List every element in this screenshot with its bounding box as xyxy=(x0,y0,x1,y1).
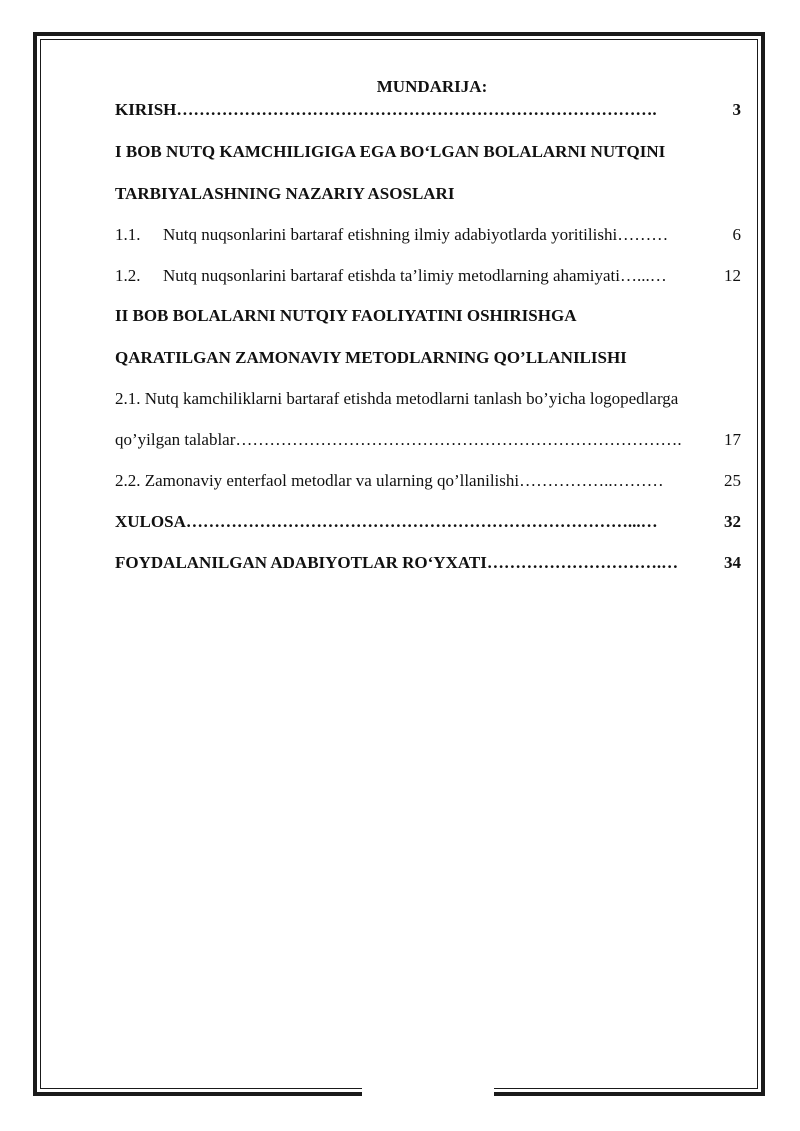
toc-entry-2-1-line-1[interactable] xyxy=(115,389,741,409)
toc-leader-dots: ……………………………………………………………………. xyxy=(235,430,682,449)
toc-entry-text: Nutq nuqsonlarini bartaraf etishda ta’limiy metodlarning ahamiyati xyxy=(163,266,620,285)
toc-entry-2-2[interactable] xyxy=(115,471,741,491)
toc-entry-text: FOYDALANILGAN ADABIYOTLAR RO‘YXATI xyxy=(115,553,487,572)
toc-title: MUNDARIJA: xyxy=(376,77,488,96)
frame-gap xyxy=(362,1080,494,1100)
toc-entry-xulosa[interactable] xyxy=(115,512,741,532)
toc-entry-text: 2.2. Zamonaviy enterfaol metodlar va ularning qo’llanilishi xyxy=(115,471,520,490)
toc-leader-dots: …...… xyxy=(619,266,667,285)
toc-section-number: 1.1. xyxy=(115,225,141,244)
toc-page-number: 17 xyxy=(724,430,741,449)
toc-leader-dots: …………………………………………………………………………. xyxy=(176,100,657,119)
toc-page-number: 25 xyxy=(724,471,741,490)
toc-entry-text: 2.1. Nutq kamchiliklarni bartaraf etishda metodlarni tanlash bo’yicha logopedlarga xyxy=(115,389,679,408)
toc-chapter-1-line-2[interactable]: TARBIYALASHNING NAZARIY ASOSLARI xyxy=(115,184,455,203)
toc-entry-text: Nutq nuqsonlarini bartaraf etishning ilmiy adabiyotlarda yoritilishi xyxy=(163,225,618,244)
toc-leader-dots: ……………………………………………………………………...… xyxy=(185,512,658,531)
toc-page-number: 6 xyxy=(732,225,741,244)
toc-entry-foydalanilgan-adabiyotlar[interactable] xyxy=(115,553,741,573)
toc-page-number: 12 xyxy=(724,266,741,285)
toc-entry-text: XULOSA xyxy=(115,512,186,531)
toc-entry-text: KIRISH xyxy=(115,100,177,119)
toc-chapter-2-line-1[interactable]: II BOB BOLALARNI NUTQIY FAOLIYATINI OSHIRISHGA xyxy=(115,306,577,325)
toc-section-number: 1.2. xyxy=(115,266,141,285)
toc-chapter-2-line-2[interactable]: QARATILGAN ZAMONAVIY METODLARNING QO’LLANILISHI xyxy=(115,348,627,367)
toc-page-number: 34 xyxy=(724,553,741,572)
toc-entry-text: qo’yilgan talablar xyxy=(115,430,236,449)
toc-entry-1-2[interactable] xyxy=(115,266,741,286)
toc-chapter-1-line-1[interactable]: I BOB NUTQ KAMCHILIGIGA EGA BO‘LGAN BOLALARNI NUTQINI xyxy=(115,142,666,161)
toc-page-number: 3 xyxy=(732,100,741,119)
table-of-contents xyxy=(115,76,741,573)
toc-leader-dots: ………………………….… xyxy=(486,553,679,572)
toc-page-number: 32 xyxy=(724,512,741,531)
toc-entry-kirish[interactable] xyxy=(115,100,741,120)
toc-entry-1-1[interactable] xyxy=(115,225,741,245)
toc-leader-dots: ……… xyxy=(617,225,669,244)
toc-entry-2-1-line-2[interactable] xyxy=(115,430,741,450)
toc-leader-dots: ……………..……… xyxy=(519,471,664,490)
